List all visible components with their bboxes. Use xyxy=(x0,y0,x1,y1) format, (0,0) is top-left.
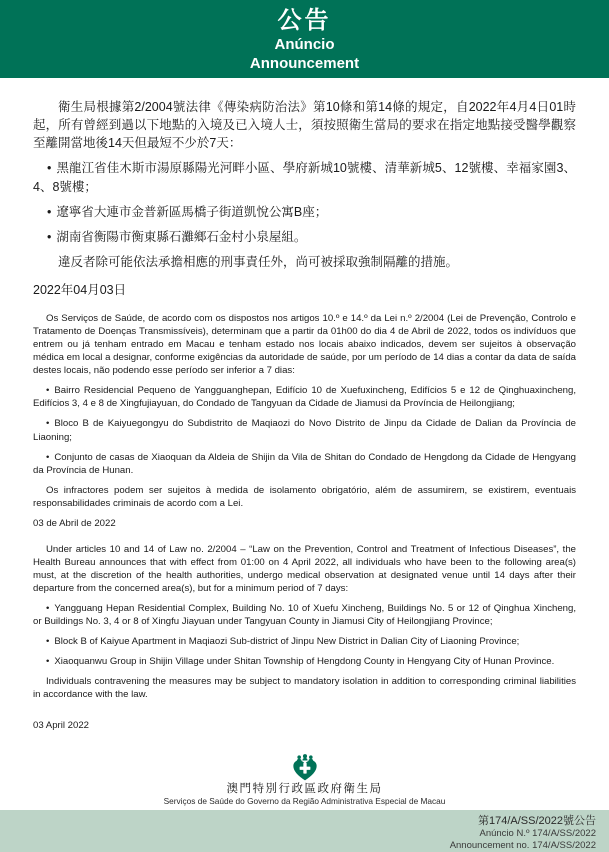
bullet-icon: • xyxy=(46,418,50,430)
bullet-icon: • xyxy=(47,229,52,244)
zh-bullet-2-text: 遼寧省大連市金普新區馬橋子街道凱悅公寓B座； xyxy=(56,204,328,219)
pt-bullet-2-text: Bloco B de Kaiyuegongyu do Subdistrito de Maqiaozi do Novo Distrito de Jinpu da Cidade de Dalian da Província de Liaoning; xyxy=(33,418,576,443)
pt-bullet-3-text: Conjunto de casas de Xiaoquan da Aldeia de Shijin da Vila de Shitan do Condado de Hengdong da Cidade de Hengyang da Província de Hunan. xyxy=(33,451,576,476)
en-bullet-2-text: Block B of Kaiyue Apartment in Maqiaozi Sub-district of Jinpu New District in Dalian City of Liaoning Province; xyxy=(54,636,520,648)
en-bullet-3 xyxy=(33,655,576,668)
pt-closing-paragraph: Os infractores podem ser sujeitos à medida de isolamento obrigatório, além de assumirem, se existirem, eventuais responsabilidades criminais de acordo com a Lei. xyxy=(33,484,576,509)
zh-bullet-3 xyxy=(33,228,576,246)
bullet-icon: • xyxy=(46,385,50,397)
banner-title-en: Announcement xyxy=(249,55,360,72)
bullet-icon: • xyxy=(46,602,50,614)
banner-title-pt: Anúncio xyxy=(274,36,335,53)
bullet-icon: • xyxy=(46,636,50,648)
document-body xyxy=(0,78,609,754)
bullet-icon: • xyxy=(47,204,52,219)
pt-bullet-3 xyxy=(33,451,576,477)
zh-closing-paragraph: 違反者除可能依法承擔相應的刑事責任外，尚可被採取強制隔離的措施。 xyxy=(58,254,459,269)
en-bullet-3-text: Xiaoquanwu Group in Shijin Village under Shitan Township of Hengdong County in Hengyang City of Hunan Province. xyxy=(54,656,555,668)
reference-number-en: Announcement no. 174/A/SS/2022 xyxy=(449,839,596,851)
org-name-pt: Serviços de Saúde do Governo da Região Administrativa Especial de Macau xyxy=(163,796,446,806)
en-intro-paragraph: Under articles 10 and 14 of Law no. 2/2004 – “Law on the Prevention, Control and Treatment of Infectious Diseases”, the Health Bureau announces that with effect from 01:00 on 4 April 2022, all individuals who have been to the following area(s) must, at the discretion of the health authorities, undergo medical observation at designated venue until 14 days after their departure from the concerned area(s), but for a minimum period of 7 days: xyxy=(33,543,576,594)
banner xyxy=(0,0,609,78)
en-closing-paragraph: Individuals contravening the measures may be subject to mandatory isolation in addition to corresponding criminal liabilities in accordance with the law. xyxy=(33,676,576,701)
reference-number-zh: 第174/A/SS/2022號公告 xyxy=(477,815,596,827)
section-english xyxy=(33,543,576,733)
pt-date: 03 de Abril de 2022 xyxy=(33,517,116,529)
en-date: 03 April 2022 xyxy=(33,720,90,732)
zh-bullet-3-text: 湖南省衡陽市衡東縣石灘鄉石金村小泉屋組。 xyxy=(56,229,307,244)
pt-intro-paragraph: Os Serviços de Saúde, de acordo com os dispostos nos artigos 10.º e 14.º da Lei n.º 2/2004 (Lei de Prevenção, Controlo e Tratamento de Doenças Transmissíveis), determinam que a partir da 01h00 do dia 4 de Abril de 2022, todos os indivíduos que entrem ou já tenham entrado em Macau e tenham estado nos locais abaixo indicados, devem ser sujeitos à observação médica em local a designar, conforme exigências da autoridade de saúde, por um período de 14 dias a contar da data de saída destes locais, não podendo esse período ser inferior a 7 dias: xyxy=(33,313,576,377)
en-bullet-1 xyxy=(33,602,576,628)
pt-bullet-1 xyxy=(33,384,576,410)
zh-date: 2022年04月03日 xyxy=(33,283,127,297)
en-bullet-2 xyxy=(33,635,576,648)
bullet-icon: • xyxy=(46,656,50,668)
zh-intro-paragraph: 衛生局根據第2/2004號法律《傳染病防治法》第10條和第14條的規定，自2022年4月4日01時起，所有曾經到過以下地點的入境及已入境人士，須按照衛生當局的要求在指定地點接受醫學觀察至離開當地後14天但最短不少於7天： xyxy=(33,100,576,151)
health-bureau-heart-cross-icon xyxy=(290,754,320,781)
pt-bullet-2 xyxy=(33,417,576,443)
pt-bullet-1-text: Bairro Residencial Pequeno de Yangguanghepan, Edifício 10 de Xuefuxincheng, Edifícios 5 e 12 de Qinghuaxincheng, Edifícios 3, 4 e 8 de Xingfujiayuan, do Condado de Tangyuan da Cidade de Jiamusi da Província de Heilongjiang; xyxy=(33,385,576,410)
zh-bullet-2 xyxy=(33,203,576,221)
zh-bullet-1 xyxy=(33,159,576,195)
reference-band xyxy=(0,810,609,852)
section-portuguese xyxy=(33,312,576,530)
en-bullet-1-text: Yangguang Hepan Residential Complex, Building No. 10 of Xuefu Xincheng, Buildings No. 5 or 12 of Qinghua Xincheng, or Buildings No. 3, 4 or 8 of Xingfu Jiayuan under Tangyuan County in Jiamusi City of Heilongjiang Province; xyxy=(33,602,576,628)
reference-number-pt: Anúncio N.º 174/A/SS/2022 xyxy=(479,828,596,839)
org-block xyxy=(0,754,609,810)
bullet-icon: • xyxy=(46,451,50,463)
banner-title-zh: 公告 xyxy=(277,7,332,34)
org-name-zh: 澳門特別行政區政府衛生局 xyxy=(226,783,383,795)
zh-bullet-1-text: 黑龍江省佳木斯市湯原縣陽光河畔小區、學府新城10號樓、清華新城5、12號樓、幸福家園3、4、8號樓； xyxy=(33,161,576,194)
section-chinese xyxy=(33,98,576,299)
bullet-icon: • xyxy=(47,161,52,176)
